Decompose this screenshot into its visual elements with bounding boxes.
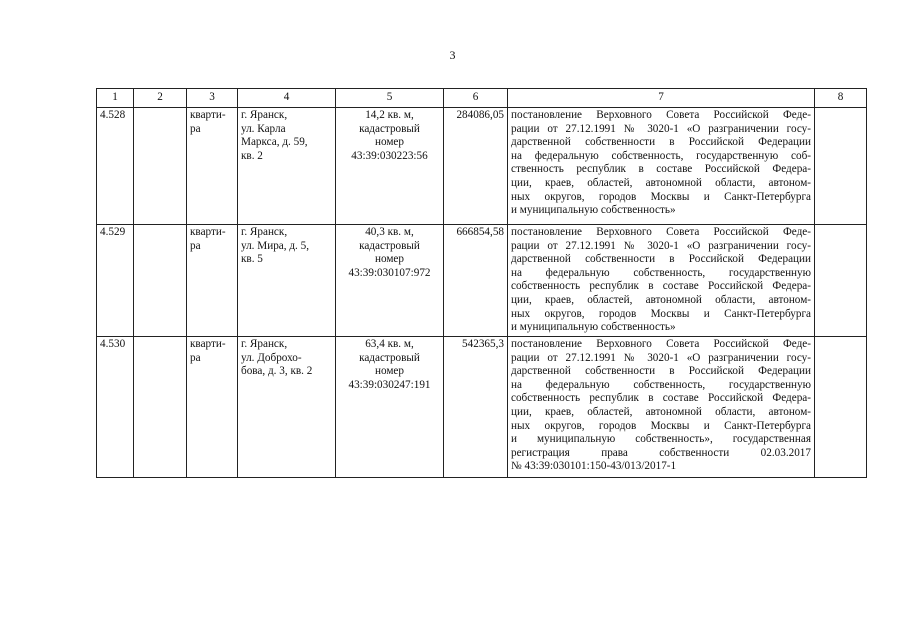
column-header: 1: [97, 89, 134, 108]
column-header: 4: [238, 89, 336, 108]
cell-line: ции, краев, областей, автономной области, автоном-: [511, 176, 811, 189]
cell-line: ра: [190, 122, 201, 135]
cell-line: номер: [374, 136, 404, 149]
cell-line: регистрация права собственности 02.03.2017: [511, 446, 811, 459]
row-number-cell: 4.528: [97, 108, 134, 225]
value-cell: 542365,3: [444, 337, 508, 478]
cell-line: ул. Мира, д. 5,: [241, 239, 310, 252]
cell-line: на федеральную собственность, государственную соб-: [511, 149, 811, 162]
cell-line: 40,3 кв. м,: [365, 226, 414, 238]
cell-line: № 43:39:030101:150-43/013/2017-1: [511, 460, 677, 473]
cell-line: ции, краев, областей, автономной области, автоном-: [511, 405, 811, 418]
cell-line: кварти-: [190, 109, 226, 121]
cell-line: ул. Доброхо-: [241, 351, 302, 364]
cell-line: кадастровый: [359, 351, 420, 364]
cell-line: 14,2 кв. м,: [365, 109, 414, 121]
cell-line: г. Яранск,: [241, 109, 288, 121]
row-number-cell: 4.530: [97, 337, 134, 478]
cell-line: г. Яранск,: [241, 226, 288, 238]
cell-line: бова, д. 3, кв. 2: [241, 365, 313, 378]
cell-line: рации от 27.12.1991 № 3020-1 «О разграничении госу-: [511, 351, 811, 364]
empty-cell: [134, 108, 187, 225]
cell-line: номер: [374, 253, 404, 266]
value-cell: 284086,05: [444, 108, 508, 225]
cell-line: 43:39:030107:972: [348, 266, 431, 279]
parameters-cell: [336, 337, 444, 478]
cell-line: кадастровый: [359, 239, 420, 252]
basis-cell: [508, 108, 815, 225]
cell-line: кварти-: [190, 338, 226, 350]
cell-line: 63,4 кв. м,: [365, 338, 414, 350]
cell-line: номер: [374, 365, 404, 378]
cell-line: и муниципальную собственность»: [511, 204, 676, 217]
basis-cell: [508, 225, 815, 337]
empty-cell: [815, 337, 867, 478]
cell-line: и муниципальную собственность», государственная: [511, 433, 811, 446]
cell-line: ра: [190, 351, 201, 364]
cell-line: кв. 5: [241, 253, 263, 266]
cell-line: ных округов, городов Москвы и Санкт-Петербурга: [511, 190, 811, 203]
value-cell: 666854,58: [444, 225, 508, 337]
cell-line: 43:39:030247:191: [348, 378, 431, 391]
cell-line: и муниципальную собственность»: [511, 321, 676, 334]
cell-line: ции, краев, областей, автономной области, автоном-: [511, 293, 811, 306]
cell-line: кв. 2: [241, 149, 263, 162]
column-header: 2: [134, 89, 187, 108]
column-header: 8: [815, 89, 867, 108]
address-cell: [238, 108, 336, 225]
registry-table: [96, 88, 867, 478]
page-number: 3: [449, 48, 456, 62]
empty-cell: [134, 225, 187, 337]
address-cell: [238, 225, 336, 337]
parameters-cell: [336, 108, 444, 225]
empty-cell: [815, 108, 867, 225]
row-number-cell: 4.529: [97, 225, 134, 337]
cell-line: ра: [190, 239, 201, 252]
address-cell: [238, 337, 336, 478]
cell-line: собственность республик в составе Российской Федера-: [511, 280, 811, 293]
object-type-cell: [187, 225, 238, 337]
header-row: [97, 89, 867, 108]
cell-line: ных округов, городов Москвы и Санкт-Петербурга: [511, 419, 811, 432]
table-row: [97, 225, 867, 337]
table-row: [97, 337, 867, 478]
cell-line: 43:39:030223:56: [351, 149, 428, 162]
cell-line: постановление Верховного Совета Российской Феде-: [511, 226, 811, 238]
object-type-cell: [187, 337, 238, 478]
table-row: [97, 108, 867, 225]
column-header: 3: [187, 89, 238, 108]
cell-line: г. Яранск,: [241, 338, 288, 350]
column-header: 5: [336, 89, 444, 108]
cell-line: кадастровый: [359, 122, 420, 135]
basis-cell: [508, 337, 815, 478]
cell-line: на федеральную собственность, государственную: [511, 266, 811, 279]
empty-cell: [815, 225, 867, 337]
cell-line: постановление Верховного Совета Российской Феде-: [511, 109, 811, 121]
cell-line: ственность республик в составе Российской Федера-: [511, 163, 811, 176]
cell-line: дарственной собственности в Российской Федерации: [511, 365, 811, 378]
cell-line: ул. Карла: [241, 122, 286, 135]
cell-line: дарственной собственности в Российской Федерации: [511, 136, 811, 149]
cell-line: ных округов, городов Москвы и Санкт-Петербурга: [511, 307, 811, 320]
cell-line: собственность республик в составе Российской Федера-: [511, 392, 811, 405]
cell-line: постановление Верховного Совета Российской Феде-: [511, 338, 811, 350]
empty-cell: [134, 337, 187, 478]
cell-line: рации от 27.12.1991 № 3020-1 «О разграничении госу-: [511, 239, 811, 252]
cell-line: кварти-: [190, 226, 226, 238]
column-header: 7: [508, 89, 815, 108]
cell-line: дарственной собственности в Российской Федерации: [511, 253, 811, 266]
object-type-cell: [187, 108, 238, 225]
cell-line: рации от 27.12.1991 № 3020-1 «О разграничении госу-: [511, 122, 811, 135]
parameters-cell: [336, 225, 444, 337]
cell-line: на федеральную собственность, государственную: [511, 378, 811, 391]
cell-line: Маркса, д. 59,: [241, 136, 308, 149]
column-header: 6: [444, 89, 508, 108]
